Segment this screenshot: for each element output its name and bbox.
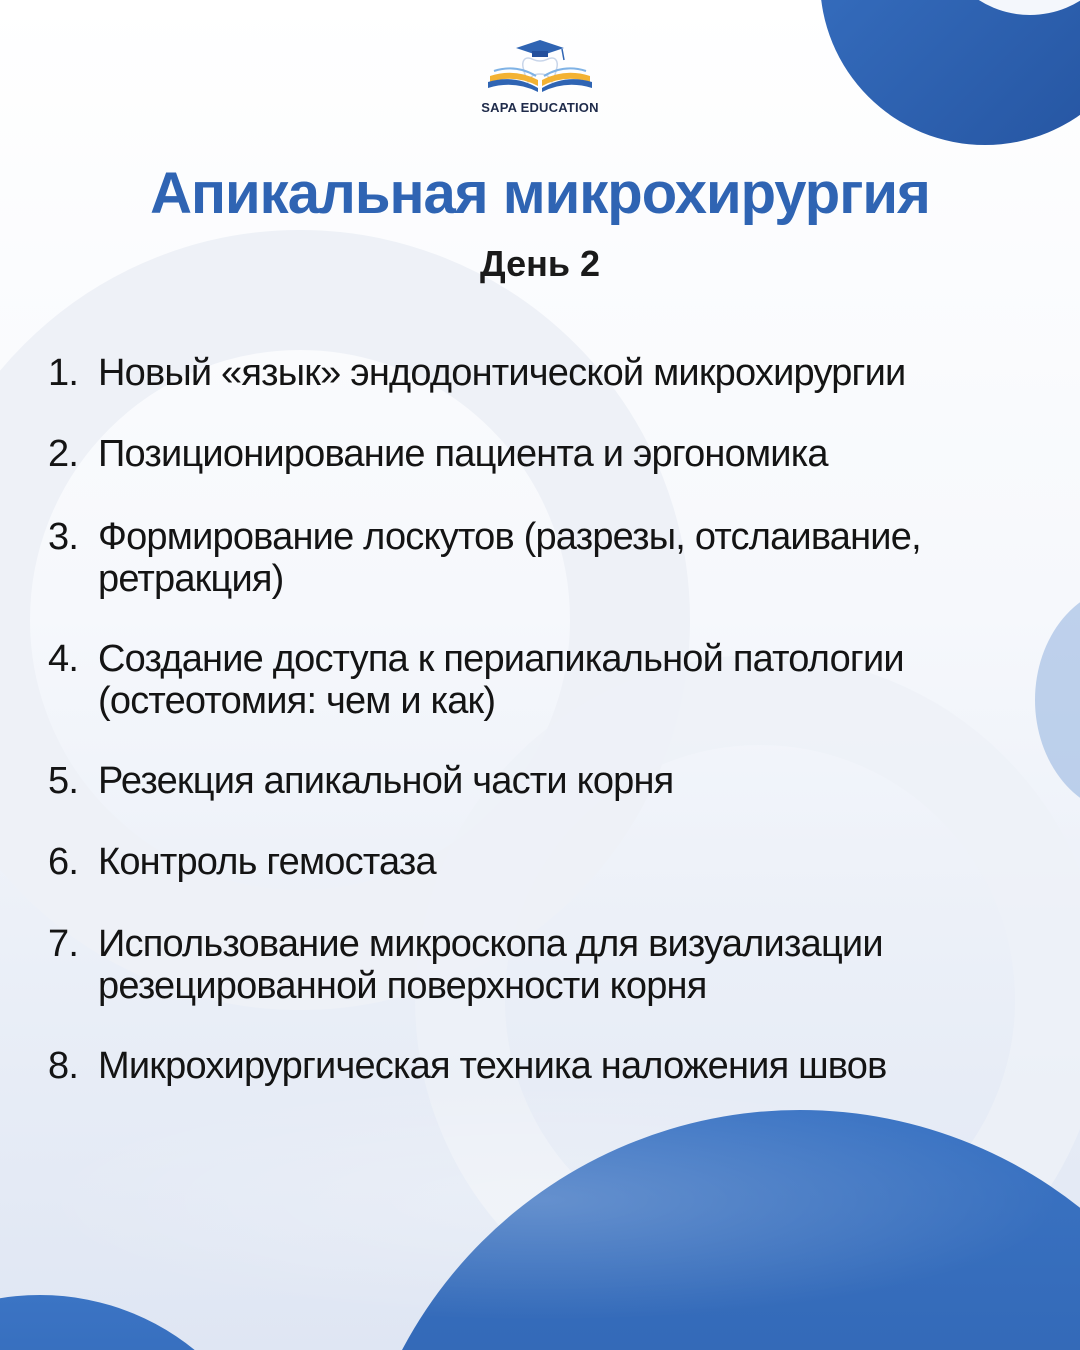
- right-edge-shape: [1035, 585, 1080, 815]
- list-item-text: [98, 760, 1038, 802]
- list-item-text: [98, 841, 1038, 883]
- list-item-text: [98, 516, 1038, 600]
- graduation-cap-book-tooth-icon: [480, 36, 600, 98]
- list-item-number: 1.: [48, 352, 79, 394]
- list-item-line: Новый «язык» эндодонтической микрохирургии: [98, 352, 906, 394]
- list-item-line: Контроль гемостаза: [98, 841, 436, 883]
- list-item-number: 7.: [48, 923, 79, 965]
- list-item-line: Формирование лоскутов (разрезы, отслаивание,: [98, 516, 921, 558]
- logo-text: SAPA EDUCATION: [481, 100, 599, 115]
- list-item-line: (остеотомия: чем и как): [98, 680, 496, 722]
- list-item-line: Позиционирование пациента и эргономика: [98, 433, 828, 475]
- list-item-number: 8.: [48, 1045, 79, 1087]
- list-item-text: [98, 638, 1038, 722]
- list-item-number: 5.: [48, 760, 79, 802]
- page-subtitle: День 2: [479, 243, 600, 284]
- list-item-line: ретракция): [98, 558, 284, 600]
- list-item-number: 6.: [48, 841, 79, 883]
- list-item-line: резецированной поверхности корня: [98, 965, 707, 1007]
- list-item-text: [98, 352, 1038, 394]
- page-title: Апикальная микрохирургия: [150, 161, 930, 226]
- list-item-number: 2.: [48, 433, 79, 475]
- list-item-line: Микрохирургическая техника наложения швов: [98, 1045, 887, 1087]
- list-item-text: [98, 433, 1038, 475]
- list-item-number: 4.: [48, 638, 79, 680]
- top-right-circle: [820, 0, 1080, 145]
- list-item-text: [98, 923, 1038, 1007]
- logo: [440, 36, 640, 120]
- list-item-line: Резекция апикальной части корня: [98, 760, 674, 802]
- list-item-text: [98, 1045, 1038, 1087]
- list-item-line: Использование микроскопа для визуализации: [98, 923, 883, 965]
- list-item-number: 3.: [48, 516, 79, 558]
- bottom-left-circle: [0, 1295, 285, 1350]
- list-item-line: Создание доступа к периапикальной патологии: [98, 638, 904, 680]
